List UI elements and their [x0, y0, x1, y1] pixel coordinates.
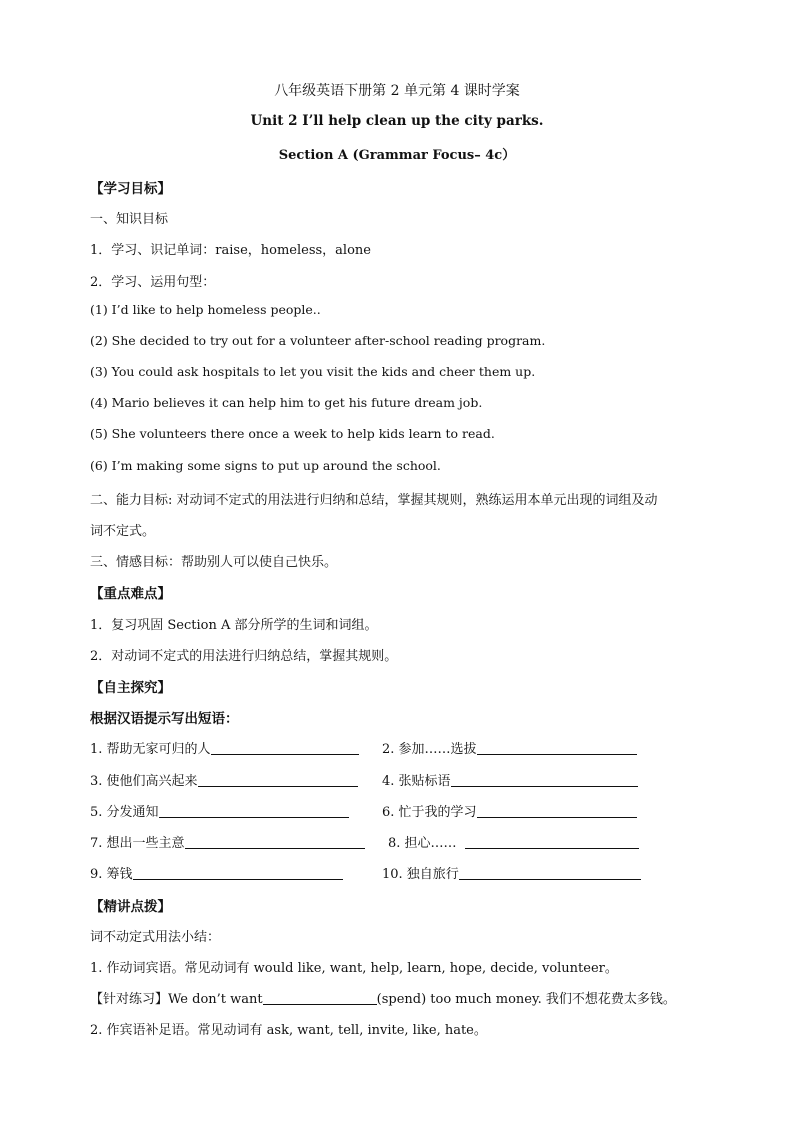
- section-title: Section A (Grammar Focus– 4c）: [278, 148, 516, 163]
- phrase-item: 9. 筹钱: [90, 863, 343, 882]
- unit-title: Unit 2 I’ll help clean up the city parks.: [250, 113, 544, 129]
- phrase-item: 3. 使他们高兴起来: [90, 770, 358, 789]
- sentence-1: (1) I’d like to help homeless people..: [90, 302, 321, 317]
- answer-blank[interactable]: [185, 835, 365, 849]
- sentence-6: (6) I’m making some signs to put up around the school.: [90, 458, 441, 473]
- phrase-item: 10. 独自旅行: [382, 863, 641, 882]
- sentence-5: (5) She volunteers there once a week to help kids learn to read.: [90, 426, 495, 441]
- explore-heading: 【自主探究】: [90, 680, 171, 696]
- infinitive-summary-label: 词不动定式用法小结：: [90, 930, 221, 945]
- answer-blank[interactable]: [459, 866, 641, 880]
- ability-goal-line2: 词不定式。: [90, 524, 156, 539]
- vocabulary-goal: 1．学习、识记单词：raise，homeless，alone: [90, 243, 371, 258]
- phrase-item: 7. 想出一些主意: [90, 832, 365, 851]
- worksheet-title: 八年级英语下册第 2 单元第 4 课时学案: [274, 83, 520, 99]
- phrase-item: 2. 参加……选拔: [382, 738, 637, 757]
- practice-exercise: 【针对练习】We don’t want (spend) too much money. 我们不想花费太多钱。: [90, 992, 676, 1007]
- phrase-item: 6. 忙于我的学习: [382, 801, 637, 820]
- key-point-1: 1．复习巩固 Section A 部分所学的生词和词组。: [90, 618, 378, 633]
- key-point-2: 2．对动词不定式的用法进行归纳总结，掌握其规则。: [90, 649, 398, 664]
- answer-blank[interactable]: [133, 866, 343, 880]
- sentence-3: (3) You could ask hospitals to let you visit the kids and cheer them up.: [90, 364, 536, 379]
- ability-goal-line1: 二、能力目标: 对动词不定式的用法进行归纳和总结，掌握其规则，熟练运用本单元出现的词组及动: [90, 493, 658, 508]
- answer-blank[interactable]: [211, 741, 359, 755]
- pattern-goal-label: 2．学习、运用句型：: [90, 275, 216, 290]
- phrase-item: 4. 张贴标语: [382, 770, 638, 789]
- infinitive-point-2: 2. 作宾语补足语。常见动词有 ask, want, tell, invite, like, hate。: [90, 1023, 487, 1038]
- phrase-item: 8. 担心……: [388, 832, 639, 851]
- lecture-heading: 【精讲点拨】: [90, 899, 171, 915]
- answer-blank[interactable]: [159, 804, 349, 818]
- key-points-heading: 【重点难点】: [90, 586, 171, 602]
- knowledge-goal-label: 一、知识目标: [90, 212, 169, 227]
- answer-blank[interactable]: [198, 773, 358, 787]
- answer-blank[interactable]: [477, 741, 637, 755]
- goals-heading: 【学习目标】: [90, 181, 171, 197]
- phrase-item: 5. 分发通知: [90, 801, 349, 820]
- answer-blank[interactable]: [477, 804, 637, 818]
- answer-blank[interactable]: [465, 835, 639, 849]
- answer-blank[interactable]: [451, 773, 638, 787]
- explore-instruction: 根据汉语提示写出短语：: [90, 711, 239, 727]
- sentence-4: (4) Mario believes it can help him to get his future dream job.: [90, 395, 483, 410]
- sentence-2: (2) She decided to try out for a volunteer after-school reading program.: [90, 333, 546, 348]
- infinitive-point-1: 1. 作动词宾语。常见动词有 would like, want, help, learn, hope, decide, volunteer。: [90, 961, 618, 976]
- practice-blank[interactable]: [263, 991, 377, 1005]
- emotion-goal: 三、情感目标：帮助别人可以使自己快乐。: [90, 555, 338, 570]
- phrase-item: 1. 帮助无家可归的人: [90, 738, 359, 757]
